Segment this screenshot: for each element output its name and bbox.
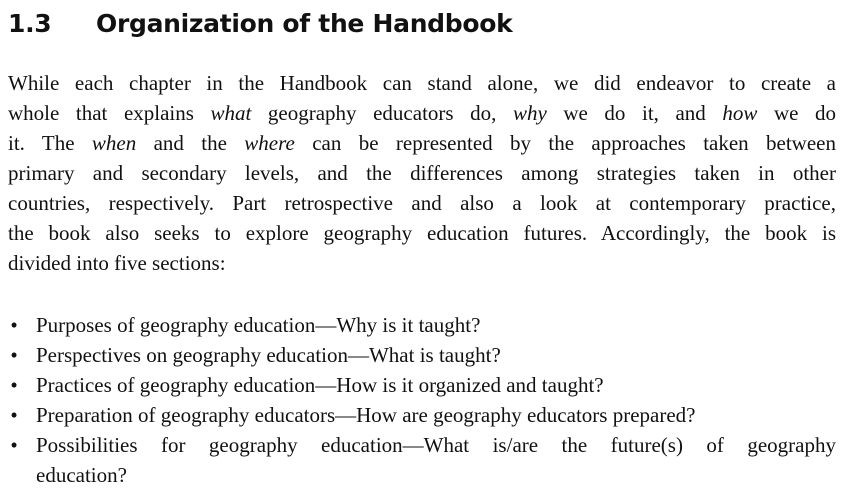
text-run: can be represented by the approaches taken between [294, 131, 836, 155]
list-item [0, 310, 836, 340]
text-run: it. The [8, 131, 92, 155]
intro-paragraph [8, 68, 836, 278]
list-item [0, 340, 836, 370]
list-item-text-continued: education? [36, 463, 127, 487]
paragraph-line-3 [8, 128, 836, 158]
section-title: Organization of the Handbook [96, 9, 513, 38]
bullet-icon: • [10, 343, 18, 367]
emphasis-why: why [512, 101, 547, 125]
list-item-text: Preparation of geography educators—How are geography educators prepared? [36, 403, 696, 427]
paragraph-line-6: the book also seeks to explore geography education futures. Accordingly, the book is [8, 221, 836, 245]
section-number: 1.3 [8, 9, 52, 38]
paragraph-line-5: countries, respectively. Part retrospective and also a look at contemporary practice, [8, 191, 836, 215]
paragraph-line-1: While each chapter in the Handbook can stand alone, we did endeavor to create a [8, 71, 836, 95]
text-run: geography educators do, [251, 101, 513, 125]
list-item [0, 400, 836, 430]
bullet-icon: • [10, 433, 18, 457]
emphasis-what: what [210, 101, 252, 125]
list-item-text: Purposes of geography education—Why is it taught? [36, 313, 481, 337]
list-item-text: Practices of geography education—How is it organized and taught? [36, 373, 604, 397]
bullet-icon: • [10, 403, 18, 427]
list-item [0, 370, 836, 400]
paragraph-line-7: divided into five sections: [8, 251, 226, 275]
list-item [0, 430, 836, 490]
bullet-icon: • [10, 313, 18, 337]
paragraph-line-2 [8, 98, 836, 128]
text-run: and the [136, 131, 245, 155]
paragraph-line-4: primary and secondary levels, and the differences among strategies taken in other [8, 161, 836, 185]
list-item-text: Perspectives on geography education—What is taught? [36, 343, 501, 367]
bullet-icon: • [10, 373, 18, 397]
text-run: we do it, and [546, 101, 723, 125]
text-run: we do [757, 101, 836, 125]
emphasis-how: how [722, 101, 758, 125]
list-item-text: Possibilities for geography education—What is/are the future(s) of geography [36, 433, 836, 457]
emphasis-when: when [91, 131, 137, 155]
section-heading [8, 8, 512, 40]
text-run: whole that explains [8, 101, 211, 125]
sections-list [0, 310, 836, 490]
emphasis-where: where [244, 131, 295, 155]
